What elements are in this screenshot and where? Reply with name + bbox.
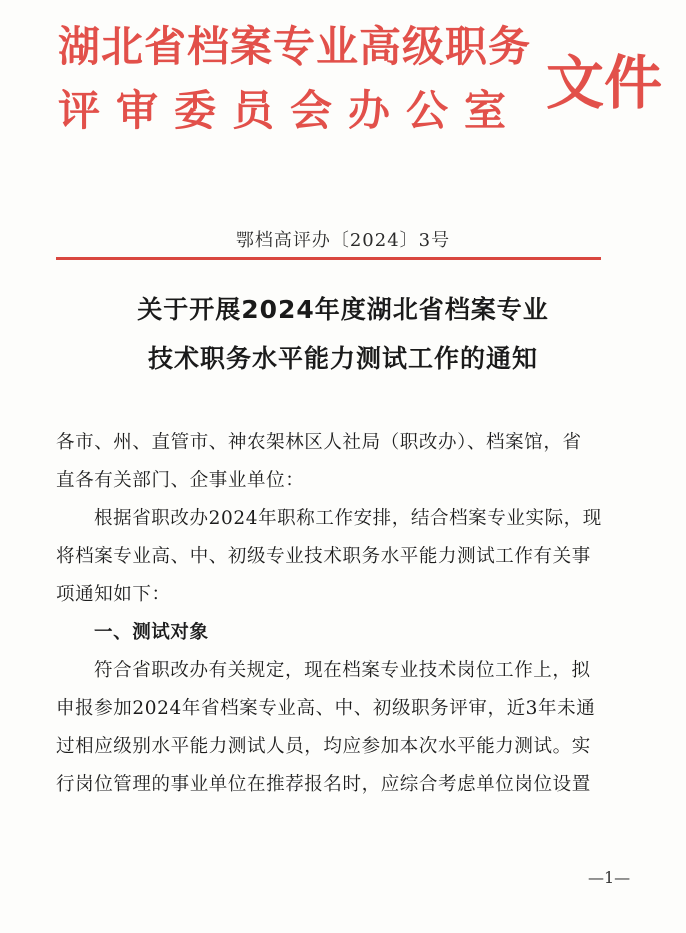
red-letterhead bbox=[50, 6, 670, 146]
paragraph-line: 项通知如下： bbox=[56, 584, 171, 605]
paragraph-line: 符合省职改办有关规定，现在档案专业技术岗位工作上，拟 bbox=[94, 660, 591, 681]
document-title-line1: 关于开展2024年度湖北省档案专业 bbox=[137, 295, 549, 324]
document-body bbox=[56, 424, 644, 804]
red-divider-line bbox=[56, 257, 601, 260]
addressee-line: 各市、州、直管市、神农架林区人社局（职改办）、档案馆，省 bbox=[56, 432, 582, 453]
document-title-line2: 技术职务水平能力测试工作的通知 bbox=[147, 344, 538, 373]
paragraph-line: 将档案专业高、中、初级专业技术职务水平能力测试工作有关事 bbox=[56, 546, 591, 567]
letterhead-doc-type: 文件 bbox=[546, 49, 663, 117]
paragraph-line: 根据省职改办2024年职称工作安排，结合档案专业实际，现 bbox=[94, 508, 602, 529]
paragraph-line: 行岗位管理的事业单位在推荐报名时，应综合考虑单位岗位设置 bbox=[56, 774, 591, 795]
letterhead-org-line1: 湖北省档案专业高级职务 bbox=[58, 22, 532, 71]
document-number: 鄂档高评办〔2024〕3号 bbox=[235, 230, 451, 251]
section-heading: 一、测试对象 bbox=[94, 622, 209, 643]
paragraph-line: 申报参加2024年省档案专业高、中、初级职务评审，近3年未通 bbox=[56, 698, 596, 719]
letterhead-org-line2: 评审委员会办公室 bbox=[58, 86, 523, 135]
paragraph-line: 过相应级别水平能力测试人员，均应参加本次水平能力测试。实 bbox=[56, 736, 591, 757]
addressee-line: 直各有关部门、企事业单位： bbox=[56, 470, 305, 491]
page-number: —1— bbox=[588, 868, 631, 887]
